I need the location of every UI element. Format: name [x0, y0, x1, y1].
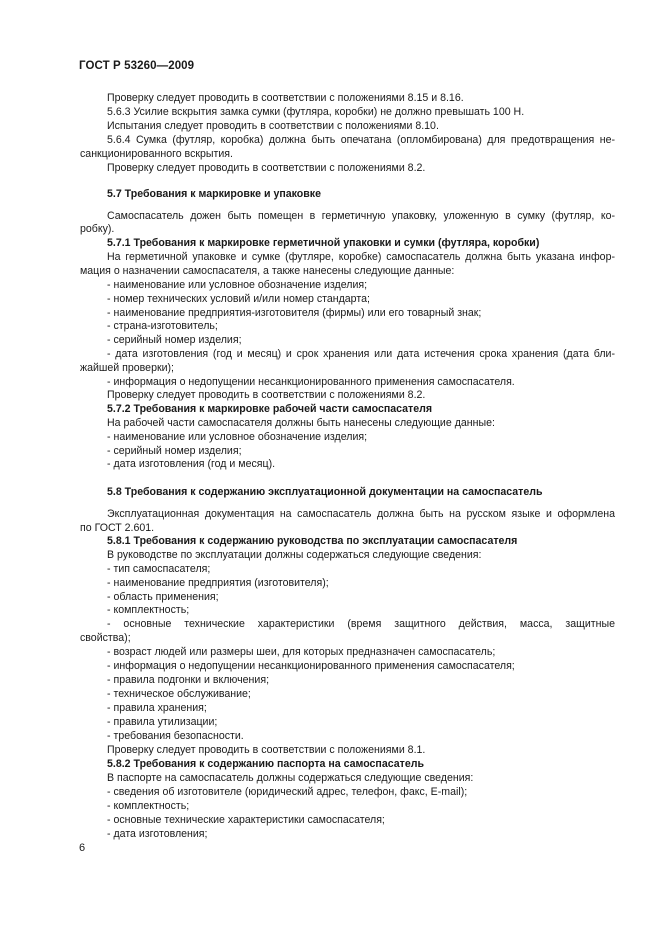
list-item: - дата изготовления (год и месяц) и срок хранения или дата истечения срока хранения (дата бли- — [80, 348, 615, 362]
text-line: робку). — [80, 223, 115, 235]
list-item: - комплектность; — [107, 604, 189, 618]
list-item: - комплектность; — [107, 800, 189, 814]
list-item: - правила хранения; — [107, 702, 207, 716]
text-line: Проверку следует проводить в соответствии с положениями 8.2. — [107, 389, 426, 401]
text-line: На рабочей части самоспасателя должны быть нанесены следующие данные: — [107, 417, 495, 429]
subsection-heading-5-7-2: 5.7.2 Требования к маркировке рабочей части самоспасателя — [107, 403, 433, 415]
list-item: - техническое обслуживание; — [107, 688, 251, 702]
text-line: Проверку следует проводить в соответствии с положениями 8.2. — [107, 162, 426, 174]
clause-5-6-4: 5.6.4 Сумка (футляр, коробка) должна быть опечатана (опломбирована) для предотвращения не- — [107, 134, 615, 146]
list-item: - серийный номер изделия; — [107, 445, 242, 459]
text-line: Проверку следует проводить в соответствии с положениями 8.1. — [107, 744, 426, 756]
document-header: ГОСТ Р 53260—2009 — [79, 60, 195, 72]
list-item: - правила подгонки и включения; — [107, 674, 269, 688]
section-heading-5-8: 5.8 Требования к содержанию эксплуатационной документации на самоспасатель — [107, 486, 543, 498]
text-line: В паспорте на самоспасатель должны содержаться следующие сведения: — [107, 772, 474, 784]
text-line: Испытания следует проводить в соответствии с положениями 8.10. — [107, 120, 439, 132]
text-line: Проверку следует проводить в соответствии с положениями 8.15 и 8.16. — [107, 92, 464, 104]
paragraph-line: На герметичной упаковке и сумке (футляре, коробке) самоспасатель должна быть указана инфор- — [107, 251, 615, 263]
paragraph-line: Эксплуатационная документация на самоспасатель должна быть на русском языке и оформлена — [107, 508, 615, 520]
list-item: - тип самоспасателя; — [107, 563, 210, 577]
text-line: свойства); — [80, 632, 131, 644]
list-item: - серийный номер изделия; — [107, 334, 242, 348]
list-item: - наименование или условное обозначение изделия; — [107, 279, 367, 293]
clause-5-6-3: 5.6.3 Усилие вскрытия замка сумки (футляра, коробки) не должно превышать 100 Н. — [107, 106, 525, 118]
section-heading-5-7: 5.7 Требования к маркировке и упаковке — [107, 188, 321, 200]
list-item: - правила утилизации; — [107, 716, 217, 730]
list-item: - область применения; — [107, 591, 219, 605]
subsection-heading-5-8-2: 5.8.2 Требования к содержанию паспорта на самоспасатель — [107, 758, 424, 770]
list-item: - наименование предприятия (изготовителя); — [107, 577, 329, 591]
text-line: санкционированного вскрытия. — [80, 148, 233, 160]
text-line: В руководстве по эксплуатации должны содержаться следующие сведения: — [107, 549, 482, 561]
list-item: - требования безопасности. — [107, 730, 244, 744]
list-item: - страна-изготовитель; — [107, 320, 218, 334]
list-item: - номер технических условий и/или номер стандарта; — [107, 293, 370, 307]
paragraph-line: Самоспасатель дожен быть помещен в герметичную упаковку, уложенную в сумку (футляр, ко- — [107, 210, 615, 222]
text-line: по ГОСТ 2.601. — [80, 522, 155, 534]
list-item: - возраст людей или размеры шеи, для которых предназначен самоспасатель; — [107, 646, 495, 660]
page-number: 6 — [79, 842, 86, 854]
list-item: - основные технические характеристики (время защитного действия, масса, защитные — [107, 618, 615, 630]
text-line: жайшей проверки); — [80, 362, 174, 374]
list-item: - дата изготовления (год и месяц). — [107, 458, 275, 472]
text-line: мация о назначении самоспасателя, а также нанесены следующие данные: — [80, 265, 455, 277]
list-item: - дата изготовления; — [107, 828, 208, 842]
list-item: - основные технические характеристики самоспасателя; — [107, 814, 385, 828]
list-item: - сведения об изготовителе (юридический адрес, телефон, факс, E-mail); — [107, 786, 467, 800]
subsection-heading-5-8-1: 5.8.1 Требования к содержанию руководства по эксплуатации самоспасателя — [107, 535, 518, 547]
list-item: - наименование или условное обозначение изделия; — [107, 431, 367, 445]
list-item: - информация о недопущении несанкционированного применения самоспасателя; — [107, 660, 515, 674]
list-item: - наименование предприятия-изготовителя (фирмы) или его товарный знак; — [107, 307, 481, 321]
list-item: - информация о недопущении несанкционированного применения самоспасателя. — [107, 376, 515, 390]
subsection-heading-5-7-1: 5.7.1 Требования к маркировке герметичной упаковки и сумки (футляра, коробки) — [107, 237, 540, 249]
